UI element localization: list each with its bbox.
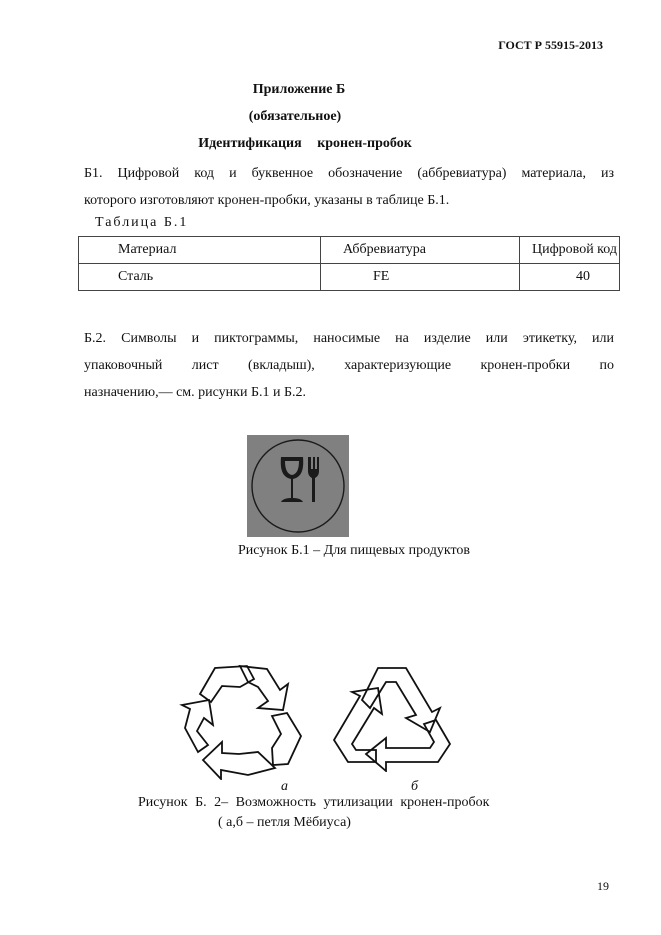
table-cell: 40 — [520, 264, 620, 291]
table-cell: FE — [321, 264, 520, 291]
paragraph-b2 — [84, 325, 614, 406]
figure-1-caption: Рисунок Б.1 – Для пищевых продуктов — [238, 543, 470, 558]
figure-2-caption-note: ( а,б – петля Мёбиуса) — [218, 815, 351, 830]
paragraph-b1-line1: Б1. Цифровой код и буквенное обозначение (аббревиатура) материала, из — [84, 166, 614, 181]
table-header-cell: Материал — [79, 237, 321, 264]
recycle-arrows-icon — [178, 660, 312, 780]
figure-2-label-a: а — [281, 779, 288, 794]
food-contact-icon — [247, 435, 349, 537]
paragraph-b1 — [84, 160, 614, 214]
figure-2-label-b: б — [411, 779, 419, 794]
document-code: ГОСТ Р 55915-2013 — [498, 38, 603, 52]
paragraph-b1-line2: которого изготовляют кронен-пробки, указаны в таблице Б.1. — [84, 193, 450, 208]
table-cell: Сталь — [79, 264, 321, 291]
paragraph-b2-line1: Б.2. Символы и пиктограммы, наносимые на изделие или этикетку, или — [84, 331, 614, 346]
table-caption: Таблица Б.1 — [95, 215, 189, 230]
appendix-status: (обязательное) — [248, 109, 342, 124]
table-header-cell: Аббревиатура — [321, 237, 520, 264]
table-header-cell: Цифровой код — [520, 237, 620, 264]
table-row — [79, 264, 620, 291]
paragraph-b2-line3: назначению,— см. рисунки Б.1 и Б.2. — [84, 385, 307, 400]
page-number: 19 — [597, 879, 609, 893]
figure-2-caption: Рисунок Б. 2– Возможность утилизации кронен-пробок — [138, 795, 490, 810]
mobius-loop-icon — [330, 660, 454, 772]
materials-table — [78, 236, 620, 291]
appendix-title: Приложение Б — [252, 82, 346, 97]
paragraph-b2-line2: упаковочный лист (вкладыш), характеризующие кронен-пробки по — [84, 358, 614, 373]
table-header-row — [79, 237, 620, 264]
appendix-heading: Идентификация кронен-пробок — [198, 136, 412, 151]
